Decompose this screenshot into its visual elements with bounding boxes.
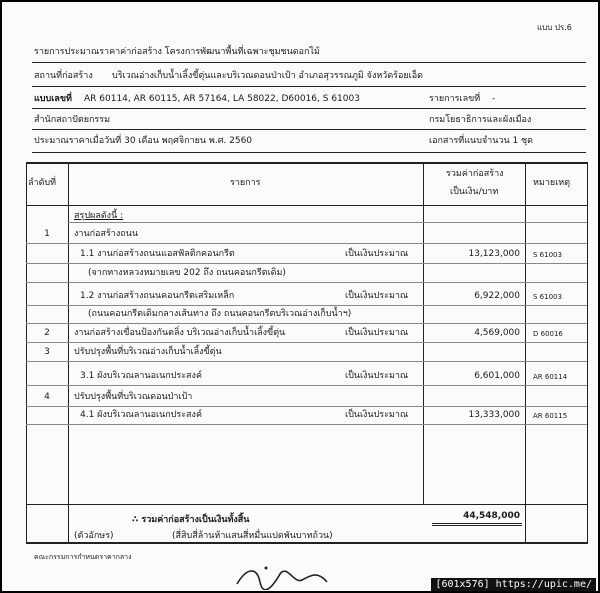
row-amount: 13,333,000: [468, 410, 520, 420]
form-code: แบบ ปร.6: [537, 23, 572, 32]
row-amount: 13,123,000: [468, 249, 520, 259]
row-unit: เป็นเงินประมาณ: [345, 291, 409, 301]
location-label: สถานที่ก่อสร้าง: [34, 71, 93, 81]
row-item: 3.1 ผังบริเวณลานอเนกประสงค์: [80, 371, 202, 381]
office-left: สำนักสถาปัตยกรรม: [34, 115, 111, 125]
committee-label: คณะกรรมการกำหนดราคากลาง: [34, 553, 132, 561]
row-unit: เป็นเงินประมาณ: [345, 328, 409, 338]
row-number: 4: [44, 392, 50, 402]
row-item: 1.2 งานก่อสร้างถนนคอนกรีตเสริมเหล็ก: [80, 291, 235, 301]
row-item: ปรับปรุงพื้นที่บริเวณอ่างเก็บน้ำเลิ้งขี้ตุ่น: [74, 347, 222, 357]
attachments: เอกสารที่แนบจำนวน 1 ชุด: [429, 136, 533, 146]
row-item: ปรับปรุงพื้นที่บริเวณดอนป่าเป้า: [74, 392, 193, 402]
row-number: 1: [44, 229, 50, 239]
row-number: 2: [44, 328, 50, 338]
row-amount: 4,569,000: [474, 328, 520, 338]
row-item: (ถนนคอนกรีตเดิมกลางเส้นทาง ถึง ถนนคอนกรีตบริเวณอ่างเก็บน้ำฯ): [88, 309, 352, 319]
list-no-label: รายการเลขที่: [429, 94, 481, 104]
list-no-value: -: [492, 94, 496, 104]
row-unit: เป็นเงินประมาณ: [345, 371, 409, 381]
summary-label: สรุปผลดังนี้ :: [74, 211, 124, 221]
row-unit: เป็นเงินประมาณ: [345, 410, 409, 420]
col-note-header: หมายเหตุ: [533, 178, 571, 188]
total-value: 44,548,000: [463, 511, 520, 521]
row-note: S 61003: [533, 293, 562, 301]
location-value: บริเวณอ่างเก็บน้ำเลิ้งขี้ตุ่นและบริเวณดอนป่าเป้า อำเภอสุวรรณภูมิ จังหวัดร้อยเอ็ด: [112, 71, 424, 81]
col-item-header: รายการ: [230, 178, 261, 188]
image-host-watermark: [601x576] https://upic.me/: [431, 578, 596, 591]
project-title: รายการประมาณราคาค่าก่อสร้าง โครงการพัฒนาพื้นที่เฉพาะชุมชนดอกไม้: [34, 47, 320, 57]
row-item: (จากทางหลวงหมายเลข 202 ถึง ถนนคอนกรีตเดิม): [88, 268, 286, 278]
row-note: AR 60115: [533, 412, 568, 420]
row-amount: 6,922,000: [474, 291, 520, 301]
words-label: (ตัวอักษร): [74, 531, 114, 541]
row-note: D 60016: [533, 330, 563, 338]
col-cost-header-1: รวมค่าก่อสร้าง: [446, 169, 504, 179]
row-unit: เป็นเงินประมาณ: [345, 249, 409, 259]
row-number: 3: [44, 347, 50, 357]
words-value: (สี่สิบสี่ล้านห้าแสนสี่หมื่นแปดพันบาทถ้วน): [172, 531, 333, 541]
row-note: S 61003: [533, 251, 562, 259]
document-page: [2, 2, 598, 591]
row-item: 1.1 งานก่อสร้างถนนแอสฟัลติกคอนกรีต: [80, 249, 235, 259]
col-no-header: ลำดับที่: [28, 178, 57, 188]
plan-value: AR 60114, AR 60115, AR 57164, LA 58022, D60016, S 61003: [84, 94, 360, 104]
row-item: งานก่อสร้างถนน: [74, 229, 138, 239]
col-cost-header-2: เป็นเงิน/บาท: [450, 187, 499, 197]
row-item: 4.1 ผังบริเวณลานอเนกประสงค์: [80, 410, 202, 420]
plan-label: แบบเลขที่: [34, 94, 72, 104]
row-amount: 6,601,000: [474, 371, 520, 381]
signature: [232, 562, 342, 590]
office-right: กรมโยธาธิการและผังเมือง: [429, 115, 532, 125]
total-label: ∴ รวมค่าก่อสร้างเป็นเงินทั้งสิ้น: [132, 515, 250, 525]
estimate-date: ประมาณราคาเมื่อวันที่ 30 เดือน พฤศจิกายน พ.ศ. 2560: [34, 136, 253, 146]
row-item: งานก่อสร้างเขื่อนป้องกันตลิ่ง บริเวณอ่างเก็บน้ำเลิ้งขี้ตุ่น: [74, 328, 286, 338]
row-note: AR 60114: [533, 373, 568, 381]
